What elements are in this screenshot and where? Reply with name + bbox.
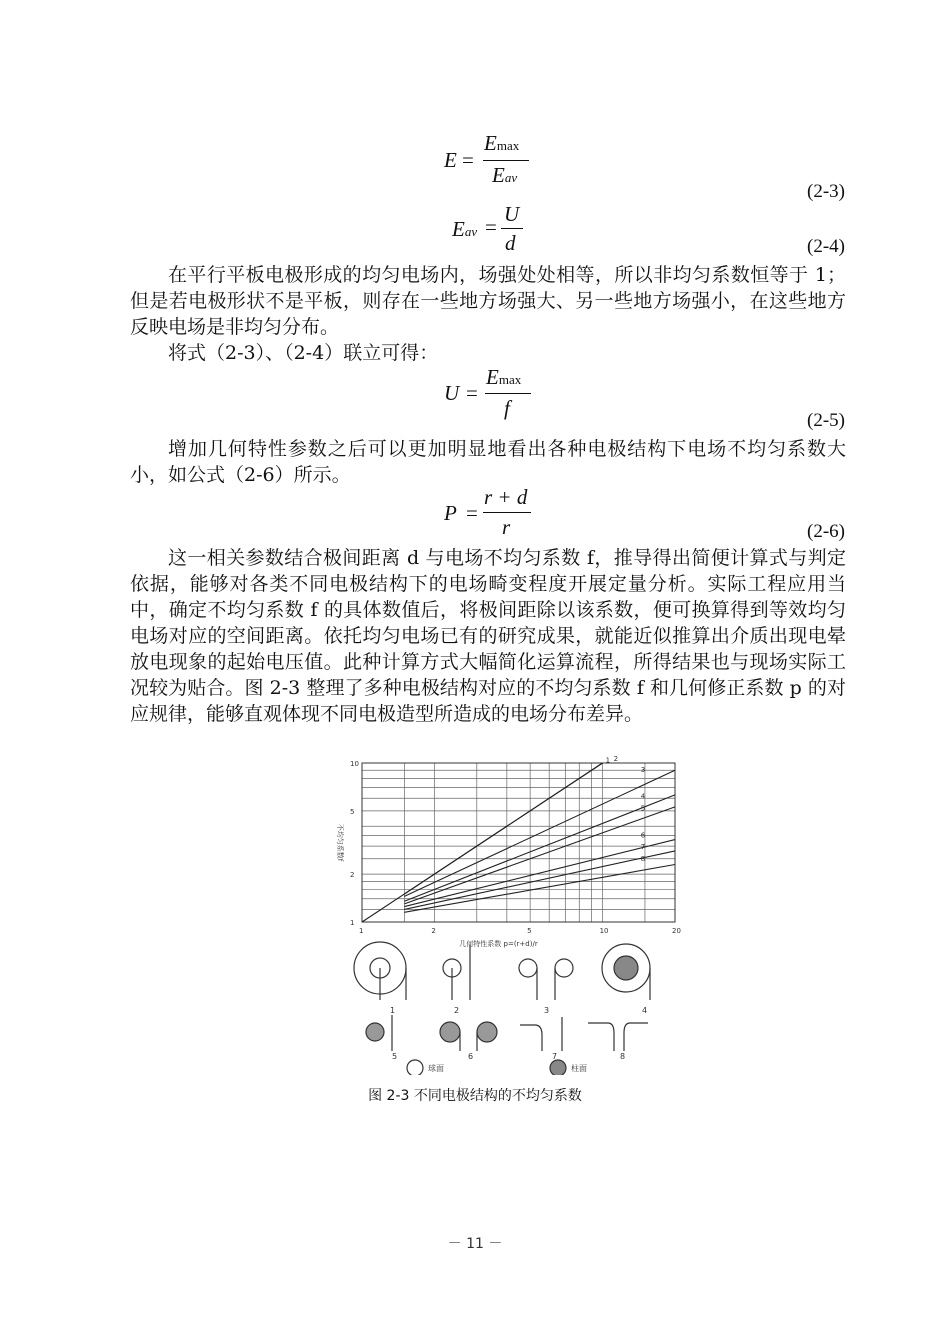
y-tick-label: 1 (350, 919, 355, 927)
eq24-numerator: U (504, 202, 520, 226)
diagram-labels (390, 1006, 647, 1061)
y-tick-label: 5 (350, 807, 355, 816)
curve-label-1: 1 (605, 756, 611, 765)
eq26-denominator: r (502, 515, 511, 539)
electrode-diagram-1 (354, 942, 406, 1000)
legend-cylinder-icon (550, 1060, 566, 1075)
equation-2-6 (444, 485, 544, 543)
eq26-equals: = (466, 501, 478, 525)
y-tick-label: 10 (350, 760, 359, 768)
series-line-7 (404, 851, 675, 910)
electrode-diagram-6 (440, 1022, 497, 1051)
electrode-diagram-label-4: 4 (642, 1006, 648, 1015)
y-axis-label: 不均匀系数f (336, 823, 344, 862)
eq23-lhs: E (444, 148, 457, 172)
electrode-diagram-label-6: 6 (468, 1052, 474, 1061)
eq25-numerator: Emax (486, 365, 522, 389)
curve-label-5: 5 (640, 804, 646, 813)
paragraph-2: 将式（2-3）、（2-4）联立可得： (168, 342, 439, 364)
eq25-label: (2-5) (807, 410, 845, 431)
eq23-numerator: Emax (484, 131, 520, 155)
x-tick-label: 5 (527, 927, 532, 935)
series-line-8 (404, 864, 675, 912)
eq26-label: (2-6) (807, 521, 845, 542)
eq24-equals: = (485, 215, 497, 239)
curve-label-8: 8 (640, 855, 646, 864)
curve-label-6: 6 (640, 831, 646, 840)
eq24-fraction-bar (501, 228, 523, 229)
eq25-lhs: U (444, 381, 460, 405)
equation-2-3 (444, 131, 544, 195)
series-line-6 (404, 840, 675, 907)
electrode-diagram-label-5: 5 (392, 1052, 398, 1061)
electrode-diagram-5 (366, 1015, 392, 1051)
series-line-3 (404, 770, 675, 896)
eq26-numerator: r + d (484, 485, 528, 509)
eq25-denominator: f (504, 396, 510, 420)
eq23-denominator: Eav (492, 163, 518, 187)
eq24-denominator: d (505, 231, 516, 255)
figure-2-3 (330, 755, 690, 1075)
eq26-lhs: P (444, 501, 457, 525)
nonuniformity-chart (336, 755, 681, 948)
eq25-equals: = (466, 381, 478, 405)
electrode-diagram-label-8: 8 (620, 1052, 626, 1061)
electrode-diagram-3 (519, 959, 573, 1000)
eq25-fraction-bar (485, 393, 531, 394)
electrode-diagram-2 (443, 945, 470, 1000)
electrode-diagram-label-7: 7 (552, 1052, 558, 1061)
curve-label-4: 4 (640, 792, 646, 801)
electrode-diagram-label-3: 3 (544, 1006, 550, 1015)
electrode-diagram-8 (588, 1023, 648, 1051)
eq23-equals: = (462, 148, 474, 172)
x-tick-label: 1 (359, 927, 364, 935)
legend-sphere-label: 球面 (428, 1064, 444, 1073)
curve-label-3: 3 (640, 766, 646, 775)
equation-2-5 (444, 365, 544, 428)
electrode-diagrams (354, 942, 650, 1075)
x-tick-label: 10 (599, 927, 609, 935)
y-tick-label: 2 (350, 871, 355, 880)
legend-sphere-icon (407, 1060, 423, 1075)
paragraph-3: 增加几何特性参数之后可以更加明显地看出各种电极结构下电场不均匀系数大小，如公式（2-6）所示。 (130, 438, 846, 486)
x-tick-label: 20 (672, 927, 681, 935)
equation-2-4 (452, 204, 542, 259)
electrode-diagram-7 (520, 1017, 562, 1051)
eq23-fraction-bar (483, 160, 529, 161)
electrode-diagram-4 (602, 944, 650, 1000)
figure-caption: 图 2-3 不同电极结构的不均匀系数 (368, 1088, 582, 1104)
curve-label-2: 2 (613, 755, 619, 763)
eq26-fraction-bar (483, 512, 531, 513)
x-axis-label: 几何特性系数 p=(r+d)/r (459, 940, 538, 948)
electrode-diagram-label-1: 1 (390, 1006, 396, 1015)
eq24-label: (2-4) (807, 236, 845, 257)
legend-cylinder-label: 柱面 (571, 1064, 587, 1073)
curve-label-7: 7 (640, 842, 646, 851)
paragraph-1: 在平行平板电极形成的均匀电场内，场强处处相等，所以非均匀系数恒等于 1；但是若电极形状不是平板，则存在一些地方场强大、另一些地方场强小，在这些地方反映电场是非均匀分布。 (130, 264, 846, 338)
plot-frame (362, 763, 675, 922)
eq23-label: (2-3) (807, 181, 845, 202)
paragraph-4: 这一相关参数结合极间距离 d 与电场不均匀系数 f，推导得出简便计算式与判定依据，能够对各类不同电极结构下的电场畸变程度开展定量分析。实际工程应用当中，确定不均匀系数 f 的具体数值后，将极间距除以该系数，便可换算得到等效均匀电场对应的空间距离。依托均匀电场已有的研究成果，就能近似推算出介质出现电晕放电现象的起始电压值。此种计算方式大幅简化运算流程，所得结果也与现场实际工况较为贴合。图 2-3 整理了多种电极结构对应的不均匀系数 f 和几何修正系数 p 的对应规律，能够直观体现不同电极造型所造成的电场分布差异。 (130, 547, 846, 725)
page-number: － 11 － (447, 1236, 503, 1252)
electrode-diagram-label-2: 2 (454, 1006, 460, 1015)
eq24-lhs: Eav (452, 217, 478, 241)
x-tick-label: 2 (431, 927, 436, 935)
